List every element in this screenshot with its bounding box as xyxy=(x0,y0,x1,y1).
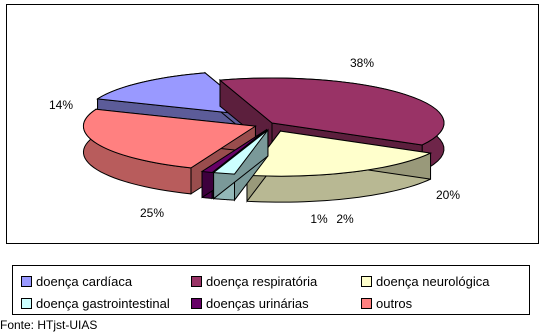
pie-chart xyxy=(7,5,538,243)
data-label-1: 38% xyxy=(349,56,375,70)
legend-swatch-respiratoria xyxy=(191,276,202,287)
legend-label-neurologica: doença neurológica xyxy=(376,273,490,289)
legend-swatch-gastrointestinal xyxy=(21,298,32,309)
legend-item-urinarias xyxy=(191,295,309,311)
legend-swatch-outros xyxy=(361,298,372,309)
legend xyxy=(12,265,530,315)
legend-swatch-neurologica xyxy=(361,276,372,287)
legend-label-cardiaca: doença cardíaca xyxy=(36,273,133,289)
data-label-3: 2% xyxy=(336,212,354,226)
legend-label-urinarias: doenças urinárias xyxy=(206,295,309,311)
legend-label-gastrointestinal: doença gastrointestinal xyxy=(36,295,170,311)
source-note: Fonte: HTjst-UIAS xyxy=(0,318,98,332)
legend-label-respiratoria: doença respiratória xyxy=(206,273,318,289)
legend-label-outros: outros xyxy=(376,295,413,311)
legend-item-cardiaca xyxy=(21,273,132,289)
data-label-0: 14% xyxy=(48,98,74,112)
legend-item-outros xyxy=(361,295,412,311)
data-label-2: 20% xyxy=(435,188,461,202)
legend-item-gastrointestinal xyxy=(21,295,170,311)
legend-swatch-cardiaca xyxy=(21,276,32,287)
legend-swatch-urinarias xyxy=(191,298,202,309)
data-label-4: 1% xyxy=(310,212,328,226)
legend-item-neurologica xyxy=(361,273,489,289)
chart-area xyxy=(6,4,539,244)
legend-item-respiratoria xyxy=(191,273,317,289)
data-label-5: 25% xyxy=(139,206,165,220)
